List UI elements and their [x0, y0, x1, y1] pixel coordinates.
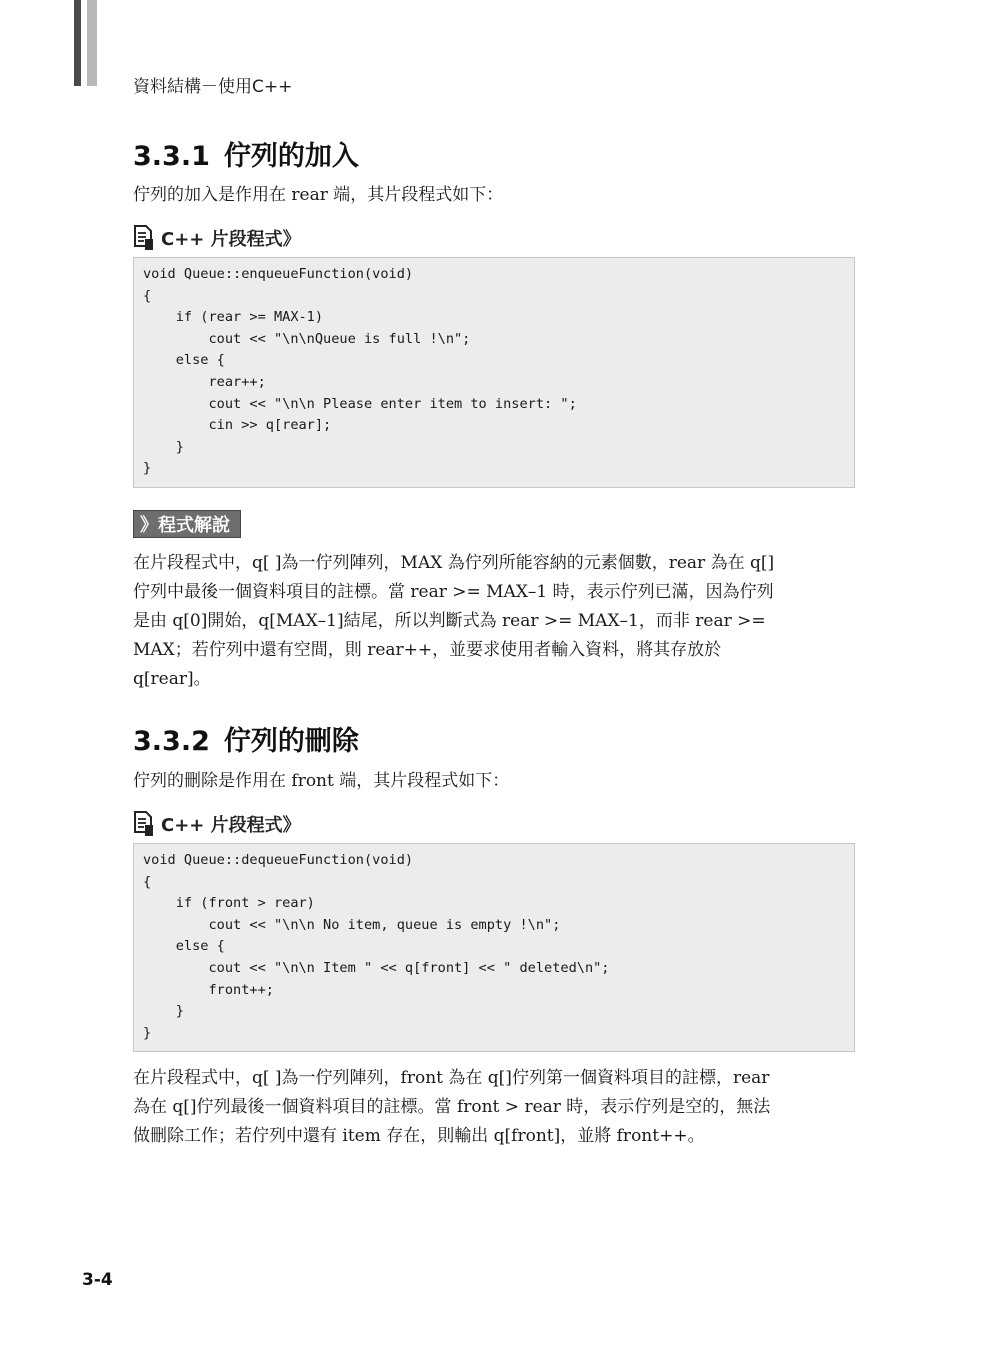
section-number: 3.3.1: [133, 141, 210, 172]
header-bar-light: [87, 0, 97, 86]
code-label-text: C++ 片段程式》: [161, 229, 301, 250]
explanation-line: 在片段程式中，q[ ]為一佇列陣列，MAX 為佇列所能容納的元素個數，rear 為在 q[]: [133, 553, 775, 573]
code-line: cout << "\n\n No item, queue is empty !\n";: [143, 916, 561, 933]
code-line: if (rear >= MAX-1): [143, 309, 324, 326]
explanation-line: MAX；若佇列中還有空間，則 rear++，並要求使用者輸入資料，將其存放於: [133, 640, 722, 660]
code-label: [133, 224, 301, 252]
explanation-line: 是由 q[0]開始，q[MAX–1]結尾，所以判斷式為 rear >= MAX–1，而非 rear >=: [133, 611, 766, 631]
explanation-dequeue: [133, 1064, 856, 1151]
section-intro: 佇列的加入是作用在 rear 端，其片段程式如下：: [133, 185, 504, 205]
section-title: 佇列的加入: [223, 141, 359, 172]
explanation-line: 為在 q[]佇列最後一個資料項目的註標。當 front > rear 時，表示佇列是空的，無法: [133, 1097, 771, 1117]
code-line: }: [143, 1024, 152, 1041]
code-file-icon: [133, 225, 155, 251]
code-line: cin >> q[rear];: [143, 417, 332, 434]
section-number: 3.3.2: [133, 726, 210, 757]
explanation-line: q[rear]。: [133, 669, 211, 689]
explanation-line: 佇列中最後一個資料項目的註標。當 rear >= MAX–1 時，表示佇列已滿，因為佇列: [133, 582, 774, 602]
code-line: else {: [143, 938, 225, 955]
code-line: if (front > rear): [143, 895, 315, 912]
code-block-enqueue: [133, 257, 855, 488]
code-label-text: C++ 片段程式》: [161, 815, 301, 836]
code-line: rear++;: [143, 373, 266, 390]
explanation-line: 在片段程式中，q[ ]為一佇列陣列，front 為在 q[]佇列第一個資料項目的註標，rear: [133, 1068, 770, 1088]
code-line: }: [143, 460, 152, 477]
header-bar-dark: [74, 0, 81, 86]
code-file-icon: [133, 811, 155, 837]
code-line: cout << "\n\nQueue is full !\n";: [143, 330, 471, 347]
code-line: void Queue::dequeueFunction(void): [143, 852, 414, 868]
code-line: {: [143, 287, 152, 304]
code-line: cout << "\n\n Please enter item to insert: ";: [143, 395, 577, 412]
explanation-enqueue: [133, 549, 856, 694]
code-line: {: [143, 873, 152, 890]
code-label: [133, 810, 301, 838]
section-intro: 佇列的刪除是作用在 front 端，其片段程式如下：: [133, 771, 510, 791]
code-line: else {: [143, 352, 225, 369]
code-line: front++;: [143, 981, 274, 998]
section-heading-dequeue: [133, 719, 359, 758]
section-heading-enqueue: [133, 134, 359, 173]
explanation-line: 做刪除工作；若佇列中還有 item 存在，則輸出 q[front]，並將 front++。: [133, 1126, 705, 1146]
explanation-tag: 》程式解說: [133, 510, 241, 538]
code-line: void Queue::enqueueFunction(void): [143, 266, 414, 282]
code-line: cout << "\n\n Item " << q[front] << " deleted\n";: [143, 959, 610, 976]
running-header: 資料結構－使用C++: [133, 77, 293, 97]
code-line: }: [143, 438, 184, 455]
section-title: 佇列的刪除: [223, 726, 359, 757]
code-line: }: [143, 1003, 184, 1020]
page-number: 3-4: [82, 1270, 113, 1290]
code-block-dequeue: [133, 843, 855, 1052]
